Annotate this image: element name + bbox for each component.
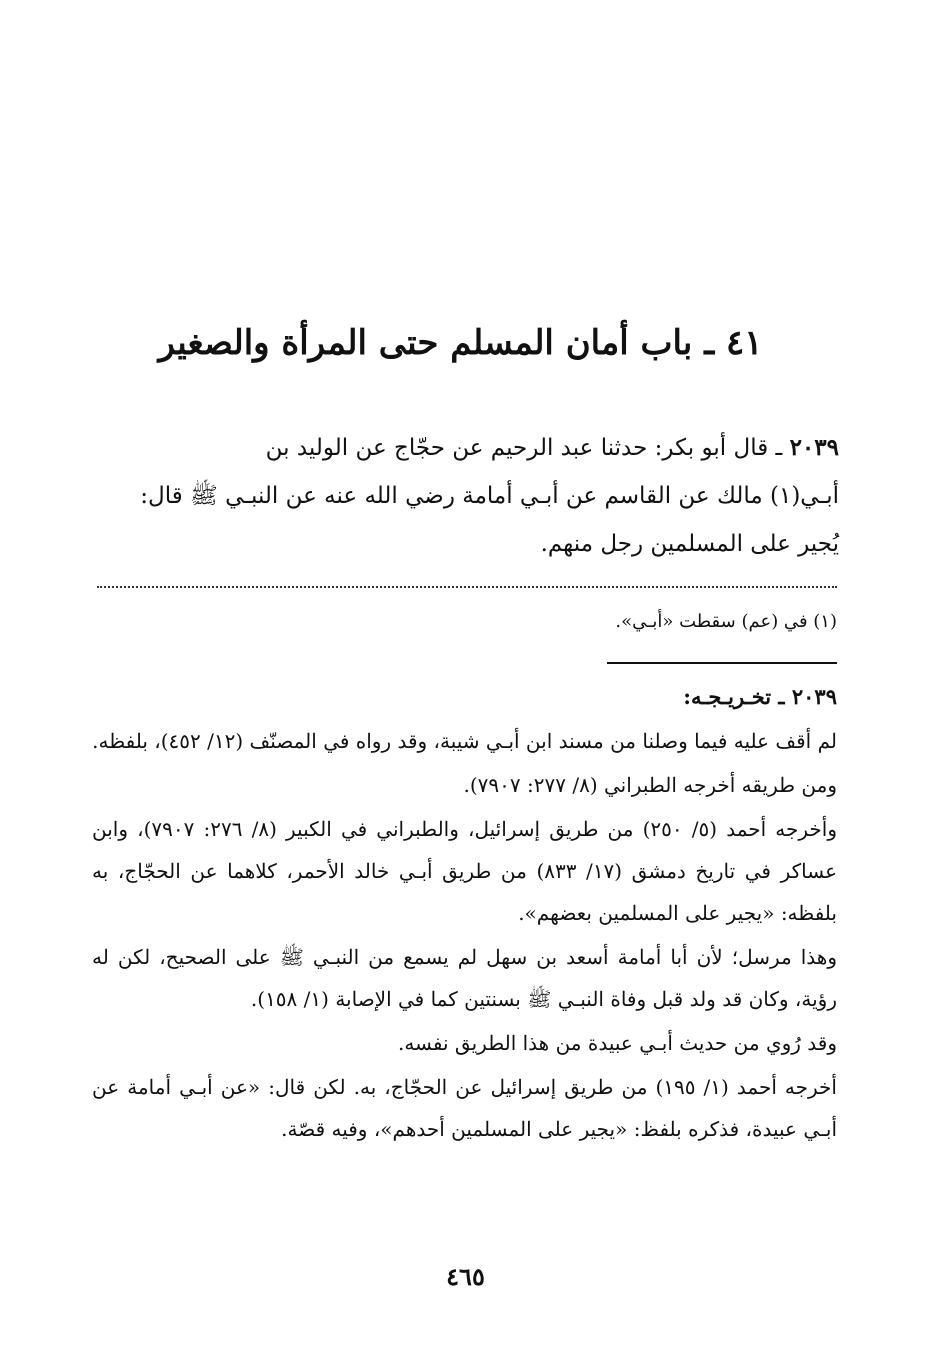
hadith-line-3: يُجير على المسلمين رجل منهم. xyxy=(540,531,839,557)
takhrij-paragraph: أخرجه أحمد (١/ ١٩٥) من طريق إسرائيل عن الحجّاج، به. لكن قال: «عن أبـي أمامة عن أبـي عبيدة، فذكره بلفظ: «يجير على المسلمين أحدهم»، وفيه قصّة. xyxy=(92,1075,837,1141)
section-rule xyxy=(607,662,837,664)
hadith-number: ٢٠٣٩ xyxy=(789,434,839,461)
takhrij-paragraph: وهذا مرسل؛ لأن أبا أمامة أسعد بن سهل لم يسمع من النبـي ﷺ على الصحيح، لكن له رؤية، وكان قد ولد قبل وفاة النبـي ﷺ بسنتين كما في الإصابة (١/ ١٥٨). xyxy=(92,945,837,1011)
chapter-title: ٤١ ـ باب أمان المسلم حتى المرأة والصغير xyxy=(158,323,763,363)
hadith-block xyxy=(94,424,839,568)
takhrij-paragraph: لم أقف عليه فيما وصلنا من مسند ابن أبـي شيبة، وقد رواه في المصنّف (١٢/ ٤٥٢)، بلفظه. xyxy=(92,729,837,753)
page-number: ٤٦٥ xyxy=(446,1262,485,1291)
takhrij-paragraph: وأخرجه أحمد (٥/ ٢٥٠) من طريق إسرائيل، والطبراني في الكبير (٨/ ٢٧٦: ٧٩٠٧)، وابن عساكر في تاريخ دمشق (١٧/ ٨٣٣) من طريق أبـي خالد الأحمر، كلاهما عن الحجّاج، به بلفظه: «يجير على المسلمين بعضهم». xyxy=(92,817,838,925)
dotted-separator xyxy=(97,576,837,588)
takhrij-paragraph: وقد رُوي من حديث أبـي عبيدة من هذا الطريق نفسه. xyxy=(397,1031,837,1055)
takhrij-heading: ٢٠٣٩ ـ تخـريـجـه: xyxy=(683,684,837,709)
hadith-line-2: أبـي(١) مالك عن القاسم عن أبـي أمامة رضي الله عنه عن النبـي ﷺ قال: xyxy=(140,483,839,509)
hadith-line-1 xyxy=(94,424,839,472)
footnote: (١) في (عم) سقطت «أبـي». xyxy=(615,611,837,632)
hadith-text-1: ـ قال أبو بكر: حدثنا عبد الرحيم عن حجّاج عن الوليد بن xyxy=(265,435,790,461)
takhrij-section xyxy=(92,676,837,1152)
takhrij-paragraph: ومن طريقه أخرجه الطبراني (٨/ ٢٧٧: ٧٩٠٧). xyxy=(463,773,837,797)
